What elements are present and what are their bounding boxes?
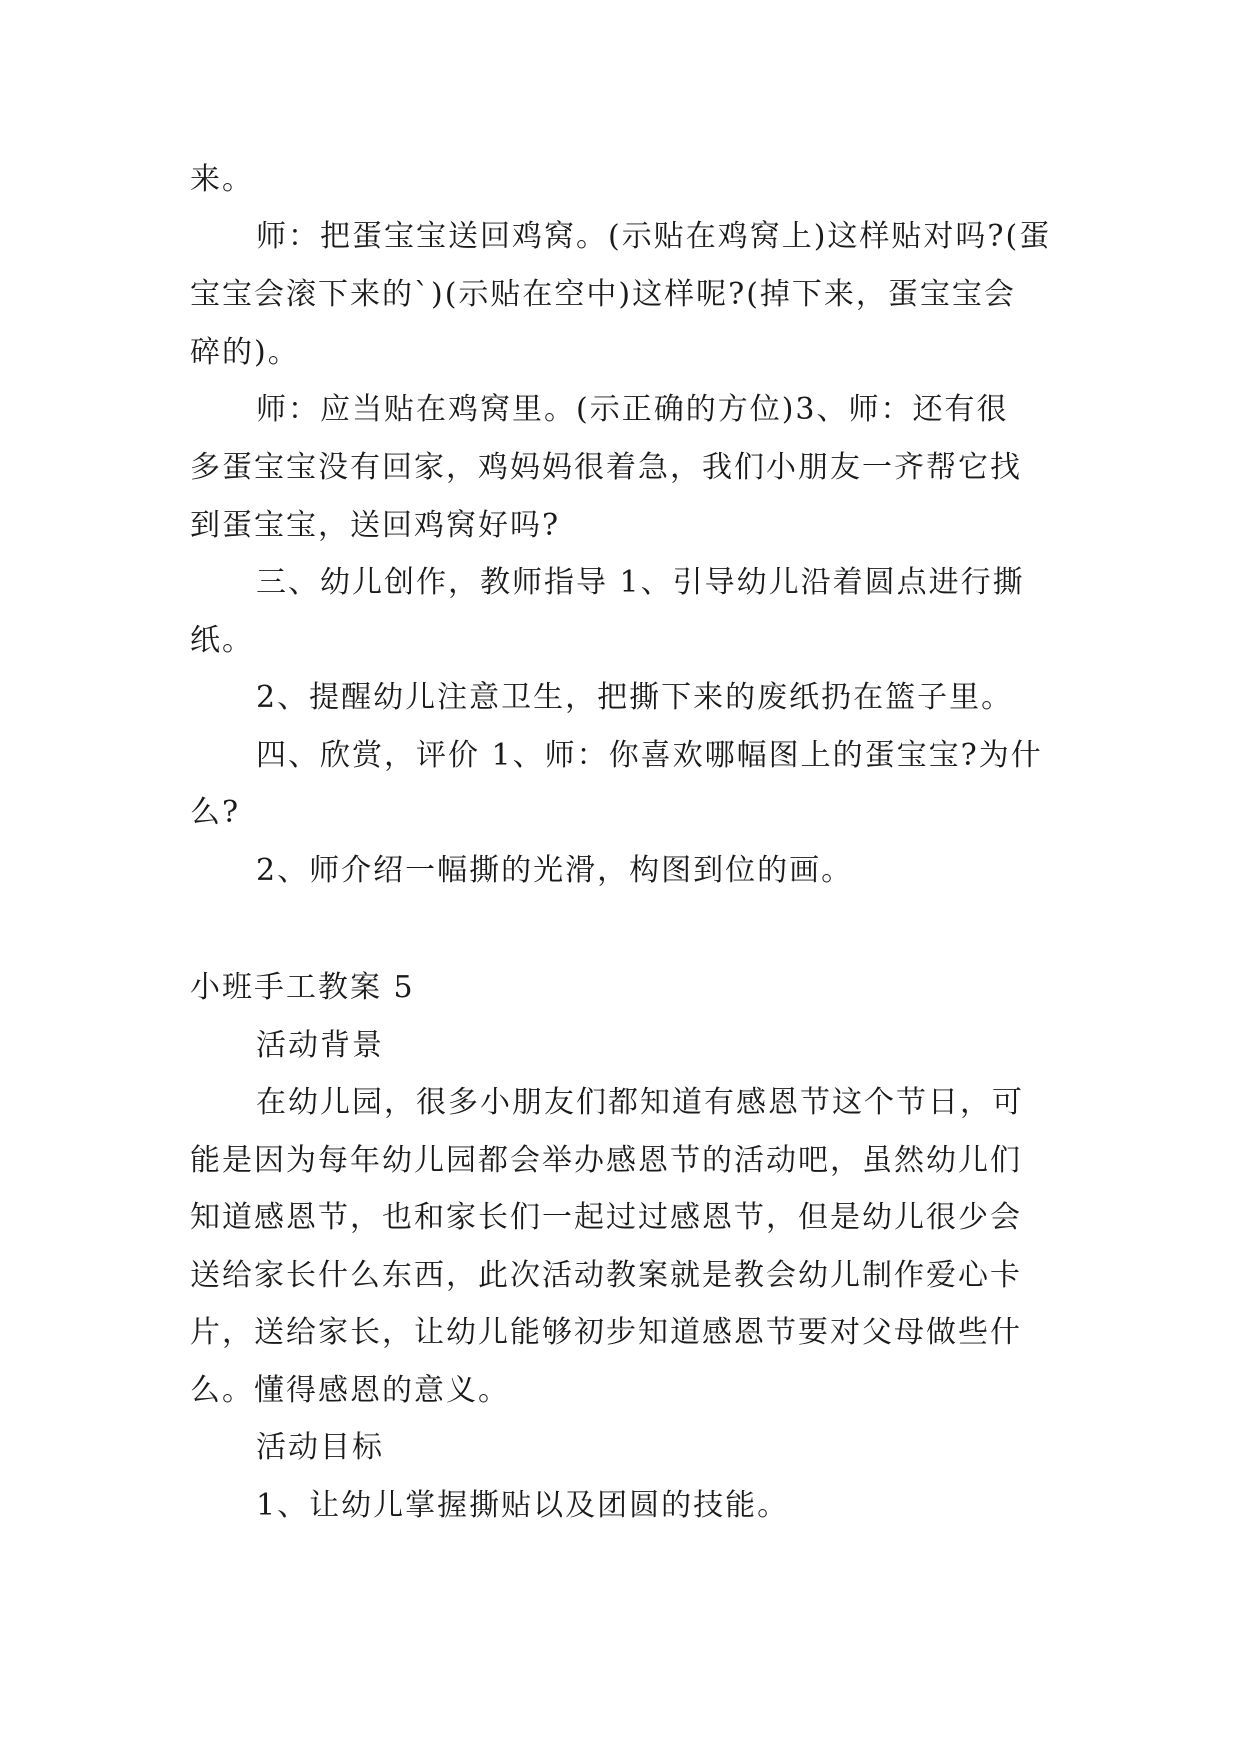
subheading: 活动目标 xyxy=(256,1430,384,1465)
text-line: 2、提醒幼儿注意卫生，把撕下来的废纸扔在篮子里。 xyxy=(256,680,1014,715)
text-line: 三、幼儿创作，教师指导 1、引导幼儿沿着圆点进行撕 xyxy=(256,565,1025,600)
section-heading: 小班手工教案 5 xyxy=(190,970,415,1005)
text-line: 么。懂得感恩的意义。 xyxy=(190,1373,510,1408)
text-line: 能是因为每年幼儿园都会举办感恩节的活动吧，虽然幼儿们 xyxy=(190,1143,1022,1178)
text-line: 纸。 xyxy=(190,623,254,658)
text-line: 知道感恩节，也和家长们一起过过感恩节，但是幼儿很少会 xyxy=(190,1200,1022,1235)
text-line: 1、让幼儿掌握撕贴以及团圆的技能。 xyxy=(256,1488,790,1523)
text-line: 碎的)。 xyxy=(190,335,300,370)
text-line: 片，送给家长，让幼儿能够初步知道感恩节要对父母做些什 xyxy=(190,1315,1022,1350)
text-line: 四、欣赏，评价 1、师：你喜欢哪幅图上的蛋宝宝?为什 xyxy=(256,738,1043,773)
text-line: 宝宝会滚下来的`)(示贴在空中)这样呢?(掉下来，蛋宝宝会 xyxy=(190,277,1016,312)
text-line: 送给家长什么东西，此次活动教案就是教会幼儿制作爱心卡 xyxy=(190,1258,1022,1293)
text-line: 师：把蛋宝宝送回鸡窝。(示贴在鸡窝上)这样贴对吗?(蛋 xyxy=(256,219,1052,254)
text-line: 么? xyxy=(190,795,241,830)
subheading: 活动背景 xyxy=(256,1028,384,1063)
text-line: 在幼儿园，很多小朋友们都知道有感恩节这个节日，可 xyxy=(256,1085,1024,1120)
text-line: 师：应当贴在鸡窝里。(示正确的方位)3、师：还有很 xyxy=(256,392,1009,427)
text-line: 到蛋宝宝，送回鸡窝好吗? xyxy=(190,508,561,543)
text-line: 2、师介绍一幅撕的光滑，构图到位的画。 xyxy=(256,853,854,888)
text-line: 来。 xyxy=(190,162,254,197)
text-line: 多蛋宝宝没有回家，鸡妈妈很着急，我们小朋友一齐帮它找 xyxy=(190,450,1022,485)
